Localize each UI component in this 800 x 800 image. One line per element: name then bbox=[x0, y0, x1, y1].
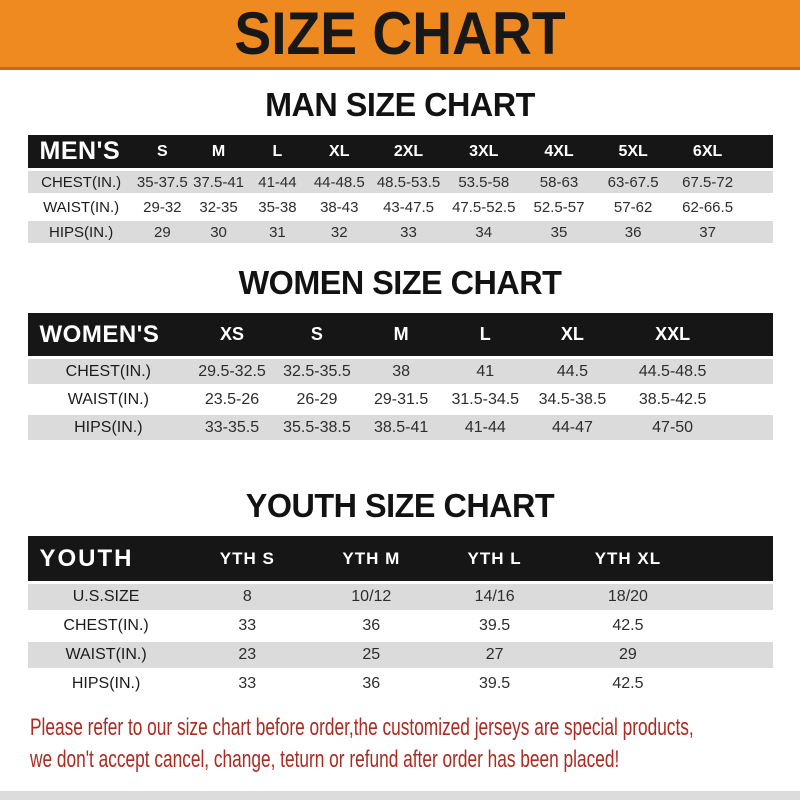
spacer-cell bbox=[746, 135, 773, 168]
size-cell: 42.5 bbox=[556, 613, 699, 639]
row-label: CHEST(IN.) bbox=[28, 171, 135, 193]
col-header-xl: XL bbox=[527, 313, 617, 356]
size-cell: 27 bbox=[433, 642, 557, 668]
spacer-cell bbox=[746, 196, 773, 218]
youth-section-heading: YOUTH SIZE CHART bbox=[245, 487, 555, 524]
col-header-m: M bbox=[359, 313, 443, 356]
women-header-row bbox=[28, 313, 773, 356]
youth-hips-row bbox=[28, 671, 773, 697]
col-header-s: S bbox=[275, 313, 359, 356]
order-note bbox=[30, 712, 779, 775]
women-chest-row bbox=[28, 359, 773, 384]
size-cell: 29-31.5 bbox=[359, 387, 443, 412]
col-header-m: M bbox=[190, 135, 247, 168]
order-note-line-1: Please refer to our size chart before order,the customized jerseys are special products, bbox=[30, 714, 694, 741]
col-header-s: S bbox=[135, 135, 190, 168]
size-chart-banner bbox=[0, 0, 800, 70]
size-cell: 33-35.5 bbox=[189, 415, 275, 440]
size-cell: 36 bbox=[310, 613, 433, 639]
spacer-cell bbox=[699, 536, 772, 581]
men-header-row bbox=[28, 135, 773, 168]
man-section-heading: MAN SIZE CHART bbox=[265, 86, 535, 123]
size-cell: 53.5-58 bbox=[446, 171, 521, 193]
size-cell: 23 bbox=[185, 642, 310, 668]
size-cell: 52.5-57 bbox=[521, 196, 596, 218]
col-header-yth-l: YTH L bbox=[433, 536, 557, 581]
size-cell: 47.5-52.5 bbox=[446, 196, 521, 218]
size-cell: 30 bbox=[190, 221, 247, 243]
men-size-table bbox=[28, 132, 773, 246]
size-cell: 31.5-34.5 bbox=[443, 387, 527, 412]
youth-waist-row bbox=[28, 642, 773, 668]
col-header-yth-s: YTH S bbox=[185, 536, 310, 581]
size-cell: 32.5-35.5 bbox=[275, 359, 359, 384]
bottom-divider bbox=[0, 791, 800, 800]
size-cell: 44.5-48.5 bbox=[618, 359, 728, 384]
size-cell: 41 bbox=[443, 359, 527, 384]
spacer-cell bbox=[699, 613, 772, 639]
spacer-cell bbox=[699, 671, 772, 697]
size-cell: 38.5-42.5 bbox=[618, 387, 728, 412]
size-cell: 35-37.5 bbox=[135, 171, 190, 193]
size-cell: 32 bbox=[308, 221, 371, 243]
size-cell: 25 bbox=[310, 642, 433, 668]
row-label: WAIST(IN.) bbox=[28, 387, 190, 412]
row-label: CHEST(IN.) bbox=[28, 359, 190, 384]
size-cell: 37 bbox=[670, 221, 746, 243]
youth-table-title: YOUTH bbox=[28, 536, 185, 581]
size-cell: 41-44 bbox=[247, 171, 307, 193]
size-cell: 8 bbox=[185, 584, 310, 610]
size-cell: 33 bbox=[185, 671, 310, 697]
row-label: WAIST(IN.) bbox=[28, 196, 135, 218]
men-hips-row bbox=[28, 221, 773, 243]
size-cell: 42.5 bbox=[556, 671, 699, 697]
size-cell: 38-43 bbox=[308, 196, 371, 218]
youth-size-table bbox=[28, 533, 773, 700]
size-cell: 29-32 bbox=[135, 196, 190, 218]
size-cell: 23.5-26 bbox=[189, 387, 275, 412]
col-header-xl: XL bbox=[308, 135, 371, 168]
col-header-l: L bbox=[247, 135, 307, 168]
size-cell: 29.5-32.5 bbox=[189, 359, 275, 384]
spacer-cell bbox=[728, 359, 773, 384]
page-title: SIZE CHART bbox=[234, 0, 566, 67]
women-size-table bbox=[28, 310, 773, 443]
row-label: CHEST(IN.) bbox=[28, 613, 185, 639]
size-cell: 36 bbox=[310, 671, 433, 697]
row-label: HIPS(IN.) bbox=[28, 415, 190, 440]
size-cell: 35 bbox=[521, 221, 596, 243]
youth-header-row bbox=[28, 536, 773, 581]
size-cell: 44.5 bbox=[527, 359, 617, 384]
col-header-xxl: XXL bbox=[618, 313, 728, 356]
women-waist-row bbox=[28, 387, 773, 412]
order-note-line-2: we don't accept cancel, change, teturn or refund after order has been placed! bbox=[30, 745, 620, 773]
size-cell: 29 bbox=[556, 642, 699, 668]
col-header-yth-xl: YTH XL bbox=[556, 536, 699, 581]
col-header-3xl: 3XL bbox=[446, 135, 521, 168]
size-cell: 36 bbox=[597, 221, 670, 243]
size-cell: 57-62 bbox=[597, 196, 670, 218]
size-cell: 29 bbox=[135, 221, 190, 243]
men-waist-row bbox=[28, 196, 773, 218]
size-cell: 47-50 bbox=[618, 415, 728, 440]
row-label: HIPS(IN.) bbox=[28, 221, 135, 243]
size-cell: 38 bbox=[359, 359, 443, 384]
col-header-xs: XS bbox=[189, 313, 275, 356]
size-cell: 44-47 bbox=[527, 415, 617, 440]
col-header-yth-m: YTH M bbox=[310, 536, 433, 581]
row-label: HIPS(IN.) bbox=[28, 671, 185, 697]
youth-chest-row bbox=[28, 613, 773, 639]
youth-ussize-row bbox=[28, 584, 773, 610]
col-header-6xl: 6XL bbox=[670, 135, 746, 168]
spacer-cell bbox=[746, 171, 773, 193]
size-cell: 44-48.5 bbox=[308, 171, 371, 193]
size-cell: 34 bbox=[446, 221, 521, 243]
size-cell: 31 bbox=[247, 221, 307, 243]
size-cell: 39.5 bbox=[433, 613, 557, 639]
size-cell: 34.5-38.5 bbox=[527, 387, 617, 412]
col-header-5xl: 5XL bbox=[597, 135, 670, 168]
size-cell: 48.5-53.5 bbox=[371, 171, 446, 193]
spacer-cell bbox=[728, 387, 773, 412]
size-cell: 38.5-41 bbox=[359, 415, 443, 440]
size-cell: 39.5 bbox=[433, 671, 557, 697]
spacer-cell bbox=[728, 313, 773, 356]
size-cell: 62-66.5 bbox=[670, 196, 746, 218]
women-section-heading: WOMEN SIZE CHART bbox=[238, 264, 562, 301]
size-cell: 33 bbox=[185, 613, 310, 639]
size-cell: 37.5-41 bbox=[190, 171, 247, 193]
size-cell: 35-38 bbox=[247, 196, 307, 218]
spacer-cell bbox=[746, 221, 773, 243]
size-cell: 10/12 bbox=[310, 584, 433, 610]
men-chest-row bbox=[28, 171, 773, 193]
men-table-title: MEN'S bbox=[28, 135, 135, 168]
col-header-l: L bbox=[443, 313, 527, 356]
size-cell: 33 bbox=[371, 221, 446, 243]
row-label: WAIST(IN.) bbox=[28, 642, 185, 668]
size-cell: 35.5-38.5 bbox=[275, 415, 359, 440]
size-cell: 67.5-72 bbox=[670, 171, 746, 193]
row-label: U.S.SIZE bbox=[28, 584, 185, 610]
spacer-cell bbox=[699, 642, 772, 668]
size-cell: 58-63 bbox=[521, 171, 596, 193]
size-cell: 26-29 bbox=[275, 387, 359, 412]
col-header-2xl: 2XL bbox=[371, 135, 446, 168]
size-cell: 63-67.5 bbox=[597, 171, 670, 193]
spacer-cell bbox=[699, 584, 772, 610]
women-hips-row bbox=[28, 415, 773, 440]
size-cell: 41-44 bbox=[443, 415, 527, 440]
size-cell: 18/20 bbox=[556, 584, 699, 610]
size-cell: 43-47.5 bbox=[371, 196, 446, 218]
col-header-4xl: 4XL bbox=[521, 135, 596, 168]
size-cell: 32-35 bbox=[190, 196, 247, 218]
women-table-title: WOMEN'S bbox=[28, 313, 190, 356]
size-cell: 14/16 bbox=[433, 584, 557, 610]
spacer-cell bbox=[728, 415, 773, 440]
